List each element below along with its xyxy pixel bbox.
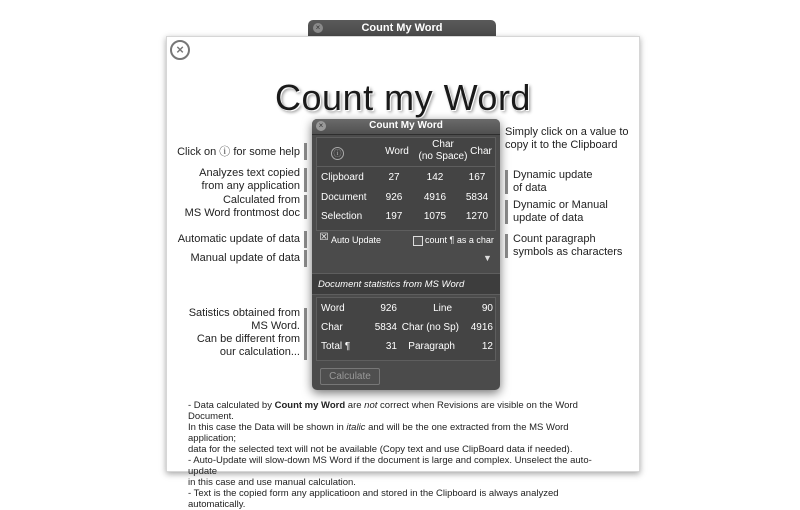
auto-update-checkbox[interactable]: ☒ (319, 232, 329, 243)
info-icon[interactable]: ⓘ (331, 147, 344, 160)
callout-dynamic-update: Dynamic update of data (513, 169, 593, 194)
callout-bar (505, 170, 508, 194)
callout-bar (304, 250, 307, 267)
value-document-char-nospace[interactable]: 4916 (423, 192, 447, 203)
callout-dynamic-manual: Dynamic or Manual update of data (513, 199, 608, 224)
callout-copy-value: Simply click on a value to copy it to the Clipboard (505, 126, 629, 151)
stat-label-paragraph: Paragraph (408, 341, 455, 352)
row-label-selection: Selection (321, 211, 363, 222)
column-header-word: Word (385, 146, 409, 157)
window-title: Count My Word (369, 120, 443, 131)
callout-bar (304, 195, 307, 219)
stat-value-paragraph[interactable]: 12 (481, 341, 493, 352)
stat-value-char[interactable]: 5834 (374, 322, 397, 333)
value-clipboard-word[interactable]: 27 (388, 172, 400, 183)
close-icon[interactable]: × (316, 121, 326, 131)
stat-value-line[interactable]: 90 (481, 303, 493, 314)
row-label-document: Document (321, 192, 367, 203)
stat-label-char-nosp: Char (no Sp) (401, 322, 459, 333)
callout-bar (505, 234, 508, 258)
callout-document: Calculated from MS Word frontmost doc (184, 194, 300, 219)
value-selection-char-nospace[interactable]: 1075 (423, 211, 447, 222)
value-clipboard-char-nospace[interactable]: 142 (426, 172, 444, 183)
stat-label-line: Line (433, 303, 452, 314)
callout-auto-update: Automatic update of data (177, 233, 300, 245)
stat-value-total-paragraph[interactable]: 31 (385, 341, 397, 352)
stat-value-char-nosp[interactable]: 4916 (470, 322, 493, 333)
callout-manual-update: Manual update of data (190, 252, 300, 264)
value-clipboard-char[interactable]: 167 (468, 172, 486, 183)
count-paragraph-checkbox[interactable] (413, 236, 423, 246)
count-my-word-window (312, 119, 500, 390)
callout-bar (304, 308, 307, 360)
close-icon[interactable]: × (170, 40, 190, 60)
section-header: Document statistics from MS Word (312, 273, 500, 295)
calculate-button[interactable]: Calculate (320, 368, 380, 385)
value-selection-word[interactable]: 197 (385, 211, 403, 222)
notes (188, 400, 618, 510)
column-header-char-nospace: Char (no Space) (418, 139, 468, 162)
value-document-word[interactable]: 926 (385, 192, 403, 203)
page-title: Count my Word (275, 77, 531, 118)
callout-help: Click on ⓘ for some help (177, 146, 300, 158)
note-line: - Data calculated by Count my Word are not correct when Revisions are visible on the Word Document. (188, 400, 578, 422)
counts-panel (316, 137, 496, 231)
stat-label-word: Word (321, 303, 345, 314)
close-icon: × (313, 23, 323, 33)
stat-value-word[interactable]: 926 (380, 303, 397, 314)
word-stats-panel (316, 297, 496, 361)
callout-bar (304, 168, 307, 192)
row-label-clipboard: Clipboard (321, 172, 364, 183)
title-bar (312, 119, 500, 135)
divider (317, 166, 495, 167)
callout-clipboard: Analyzes text copied from any application (199, 167, 300, 192)
stat-label-char: Char (321, 322, 343, 333)
note-line: data for the selected text will not be available (Copy text and use ClipBoard data if needed). (188, 444, 573, 455)
note-line: - Text is the copied form any applicatioon and stored in the Clipboard is always analyzed automatically. (188, 488, 559, 510)
callout-count-paragraph: Count paragraph symbols as characters (513, 233, 623, 258)
callout-ms-word-stats: Satistics obtained from MS Word. Can be different from our calculation... (188, 307, 300, 358)
callout-bar (505, 200, 508, 224)
auto-update-label: Auto Update (331, 235, 382, 245)
value-document-char[interactable]: 5834 (465, 192, 489, 203)
note-line: In this case the Data will be shown in italic and will be the one extracted from the MS Word application; (188, 422, 569, 444)
column-header-char: Char (470, 146, 492, 157)
callout-bar (304, 231, 307, 248)
count-paragraph-label: count ¶ as a char (425, 235, 494, 245)
window-title: Count My Word (361, 22, 443, 34)
stat-label-total-paragraph: Total ¶ (321, 341, 351, 352)
callout-bar (304, 143, 307, 160)
disclosure-triangle-icon[interactable]: ▼ (483, 253, 492, 263)
note-line: - Auto-Update will slow-down MS Word if the document is large and complex. Unselect the auto-update (188, 455, 592, 477)
value-selection-char[interactable]: 1270 (465, 211, 489, 222)
note-line: in this case and use manual calculation. (188, 477, 356, 488)
